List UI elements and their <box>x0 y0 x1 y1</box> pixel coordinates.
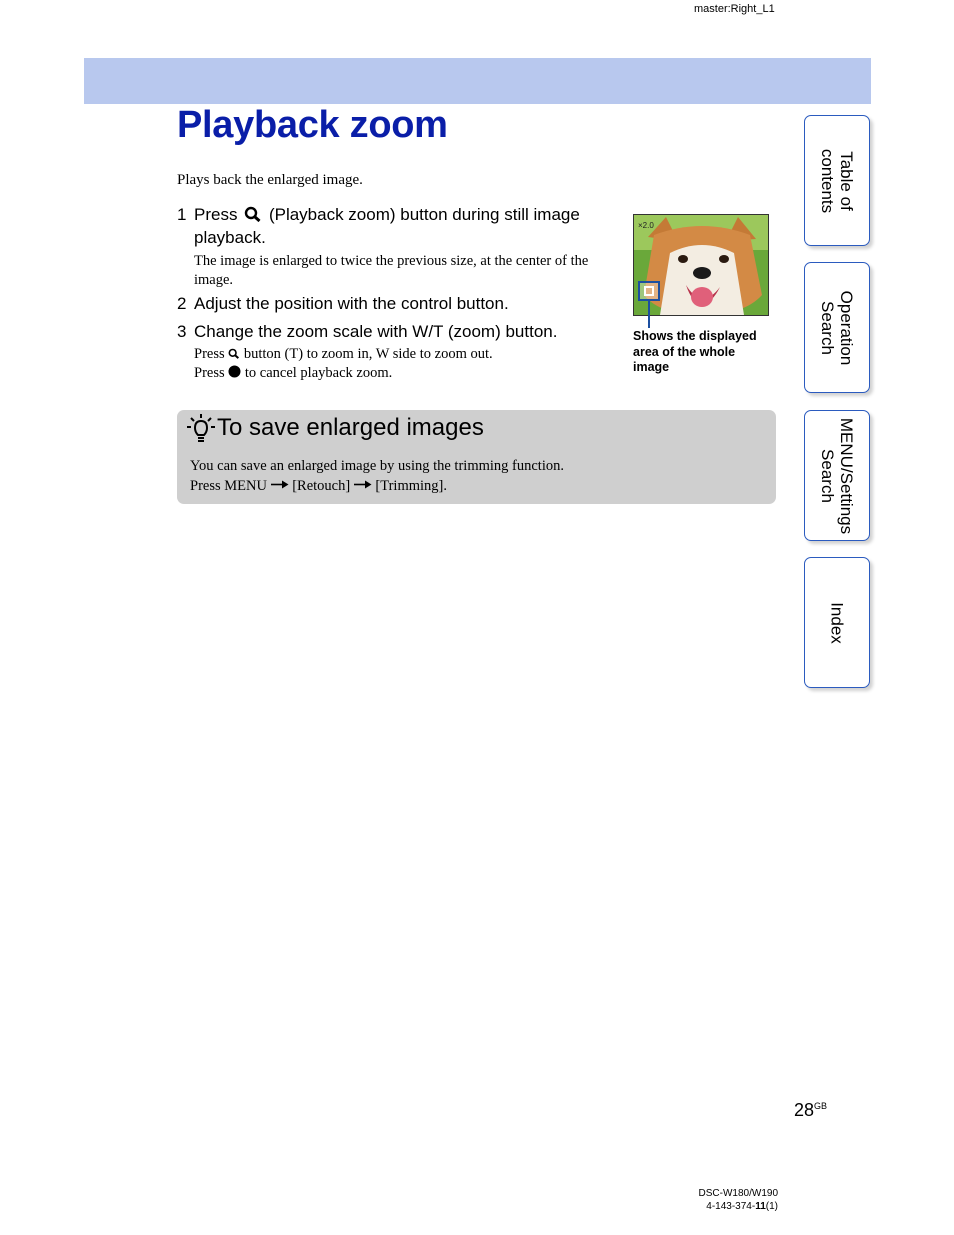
master-label: master:Right_L1 <box>694 3 775 15</box>
document-code: 4-143-374-11(1) <box>706 1201 778 1212</box>
tab-label: MENU/Settings Search <box>818 417 856 534</box>
step-1 <box>177 203 580 249</box>
intro-text: Plays back the enlarged image. <box>177 172 363 188</box>
hint-text: Press MENU <box>190 477 267 494</box>
step-text: (Playback zoom) button during still image <box>268 205 580 224</box>
hint-text: [Retouch] <box>292 477 351 494</box>
step-text: Press <box>194 205 238 224</box>
center-button-icon <box>228 365 241 378</box>
tab-index[interactable] <box>804 557 870 688</box>
page-number: $28^{GB}$ <box>794 1100 828 1120</box>
step-2 <box>177 292 509 315</box>
step-note <box>194 345 493 364</box>
tab-label: Table of contents <box>818 148 856 213</box>
model-number: DSC-W180/W190 <box>698 1188 778 1199</box>
step-text: Change the zoom scale with W/T (zoom) button. <box>194 322 558 341</box>
tab-operation-search[interactable] <box>804 262 870 393</box>
zoom-indicator: ×2.0 <box>638 221 654 230</box>
tab-label: Operation Search <box>818 290 856 365</box>
tab-table-of-contents[interactable] <box>804 115 870 246</box>
step-3 <box>177 320 557 343</box>
step-text: playback. <box>194 228 266 247</box>
tab-label: Index <box>827 601 847 644</box>
displayed-area-marker <box>644 286 654 296</box>
page-title: Playback zoom <box>177 104 448 146</box>
note-text: to cancel playback zoom. <box>244 365 393 381</box>
hint-text: [Trimming]. <box>375 477 447 494</box>
photo-caption: Shows the displayed area of the whole image <box>633 329 757 374</box>
lightbulb-hint-icon <box>186 413 216 450</box>
tab-menu-settings-search[interactable] <box>804 410 870 541</box>
magnifier-icon <box>228 348 240 359</box>
note-text: Press <box>194 365 225 381</box>
magnifier-icon <box>244 206 262 222</box>
step-number: 1 <box>177 205 187 224</box>
hint-title: To save enlarged images <box>217 414 484 441</box>
step-text: Adjust the position with the control button. <box>194 294 509 313</box>
arrow-right-icon <box>354 480 372 489</box>
step-note: The image is enlarged to twice the previous size, at the center of the image. <box>194 253 589 288</box>
callout-line <box>648 301 650 328</box>
hint-body <box>190 457 564 496</box>
step-number: 3 <box>177 322 187 341</box>
step-note <box>194 364 392 383</box>
note-text: button (T) to zoom in, W side to zoom out. <box>243 346 493 362</box>
note-text: Press <box>194 346 225 362</box>
header-band <box>84 58 871 104</box>
arrow-right-icon <box>271 480 289 489</box>
step-number: 2 <box>177 294 187 313</box>
hint-line-1: You can save an enlarged image by using the trimming function. <box>190 458 564 474</box>
